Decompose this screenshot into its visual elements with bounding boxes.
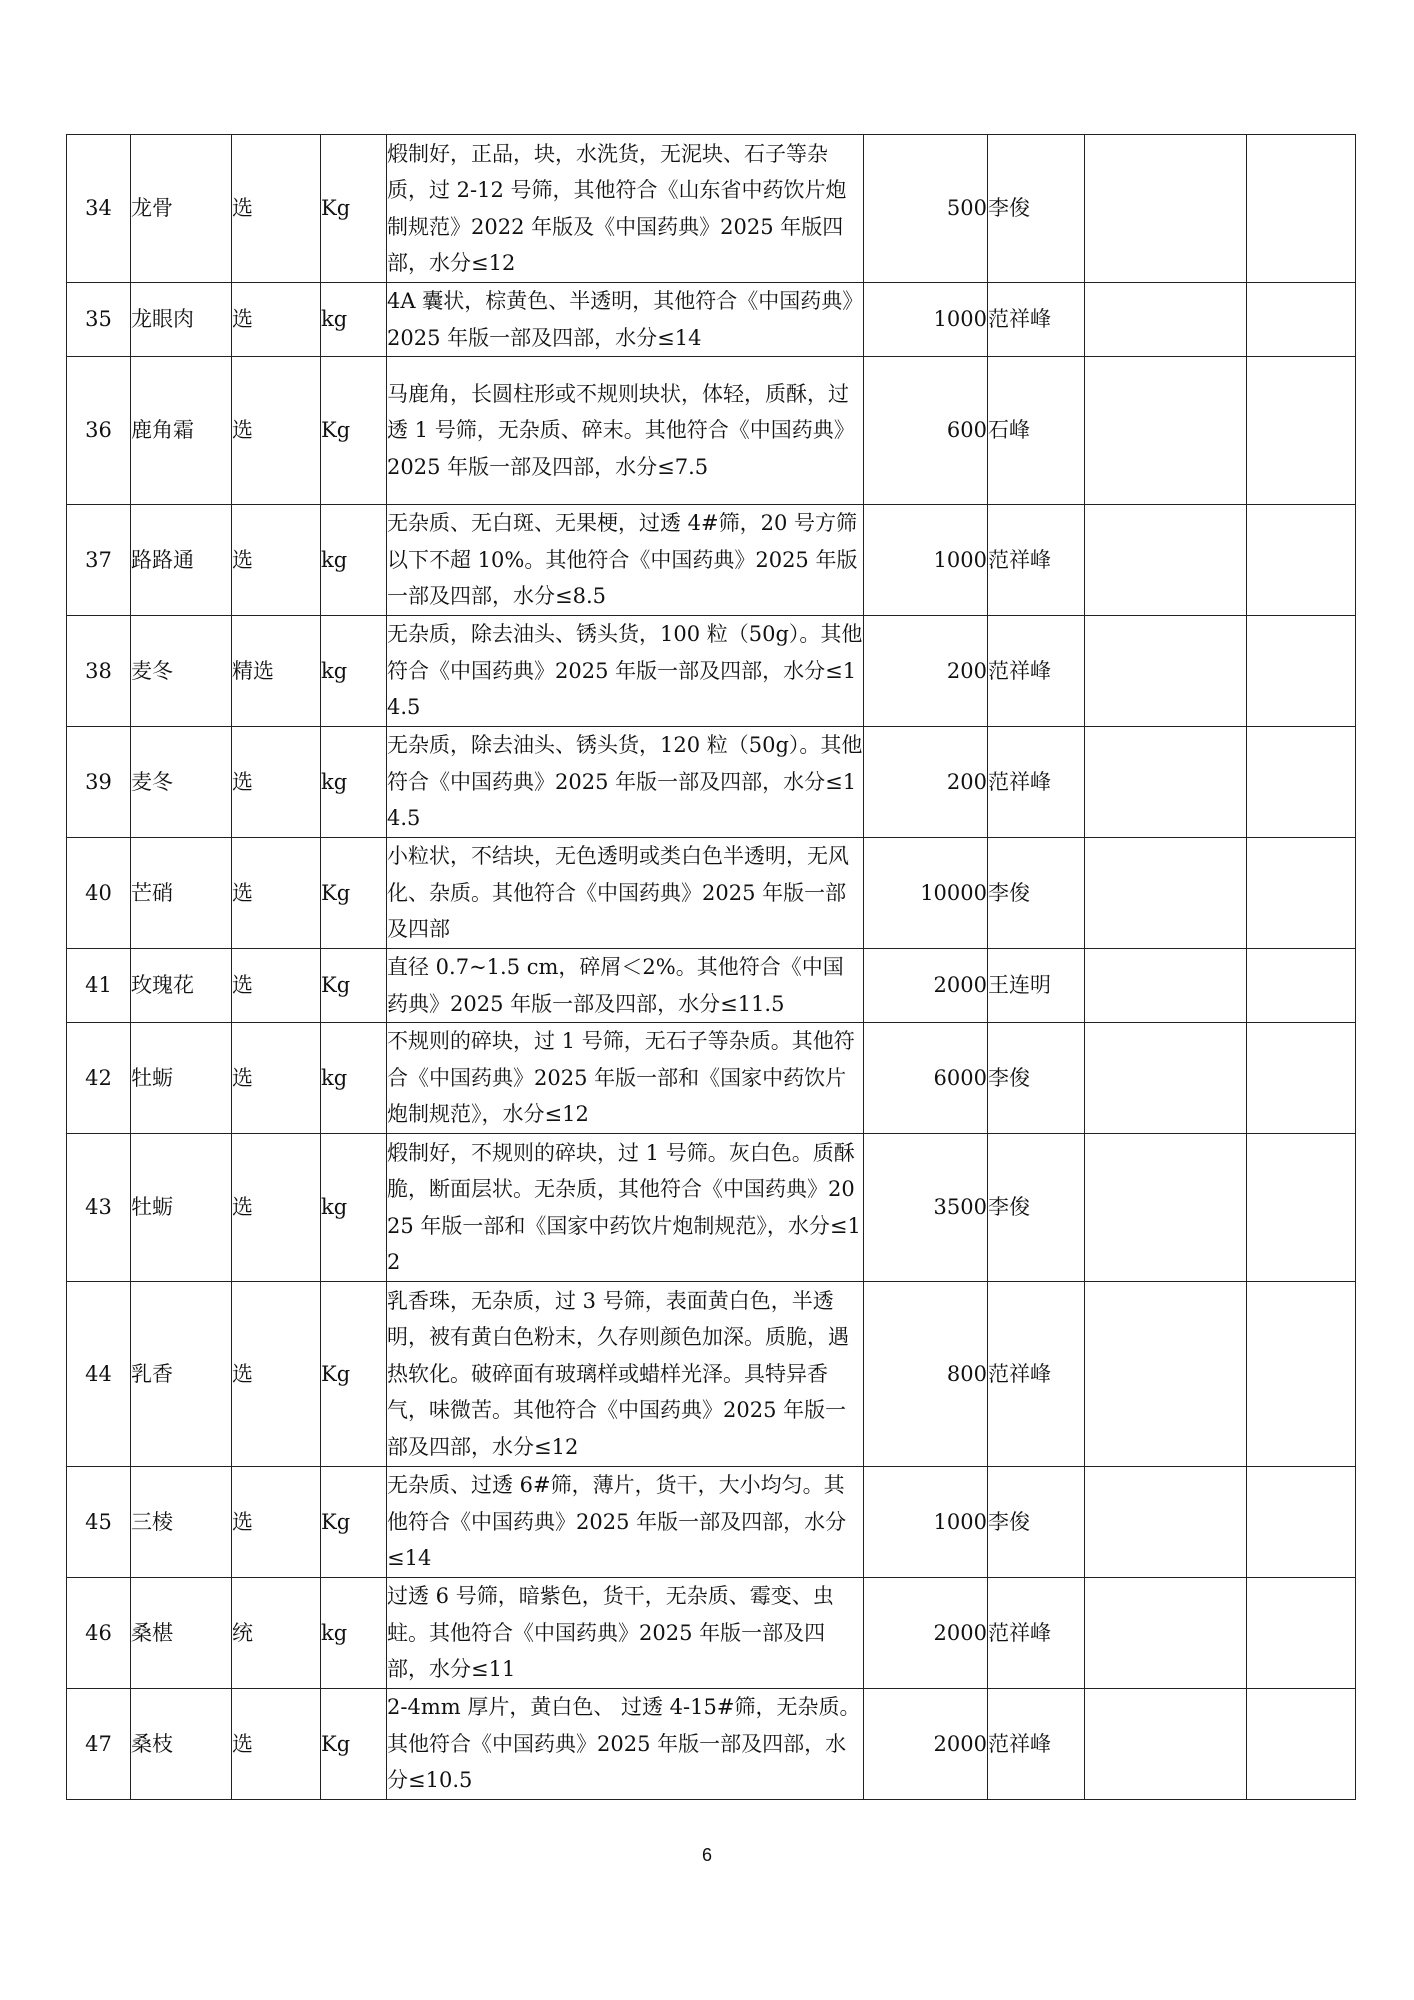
table-row [67,1023,1356,1134]
cell-blank-1 [1085,283,1247,357]
cell-grade: 选 [232,949,321,1023]
cell-specification: 不规则的碎块，过 1 号筛，无石子等杂质。其他符合《中国药典》2025 年版一部和《国家中药饮片炮制规范》，水分≤12 [387,1023,864,1134]
cell-contact-person: 范祥峰 [988,505,1085,616]
cell-unit: kg [321,1023,387,1134]
cell-product-name: 龙骨 [131,135,232,283]
cell-specification: 无杂质，除去油头、锈头货，120 粒（50g）。其他符合《中国药典》2025 年版一部及四部，水分≤14.5 [387,727,864,838]
cell-item-number: 46 [67,1578,131,1689]
cell-blank-2 [1247,1023,1356,1134]
cell-grade: 选 [232,1023,321,1134]
cell-blank-2 [1247,283,1356,357]
cell-contact-person: 范祥峰 [988,1689,1085,1800]
cell-grade: 选 [232,357,321,505]
cell-quantity: 2000 [864,1689,988,1800]
cell-quantity: 200 [864,616,988,727]
table-row [67,727,1356,838]
cell-grade: 选 [232,135,321,283]
page-number: 6 [701,1845,712,1865]
cell-blank-2 [1247,727,1356,838]
cell-contact-person: 范祥峰 [988,1578,1085,1689]
cell-specification: 马鹿角，长圆柱形或不规则块状，体轻，质酥，过透 1 号筛，无杂质、碎末。其他符合《中国药典》2025 年版一部及四部，水分≤7.5 [387,357,864,505]
cell-product-name: 龙眼肉 [131,283,232,357]
cell-item-number: 43 [67,1134,131,1282]
cell-quantity: 2000 [864,1578,988,1689]
cell-grade: 选 [232,1689,321,1800]
cell-blank-2 [1247,1467,1356,1578]
cell-specification: 煅制好，不规则的碎块，过 1 号筛。灰白色。质酥脆，断面层状。无杂质，其他符合《中国药典》2025 年版一部和《国家中药饮片炮制规范》，水分≤12 [387,1134,864,1282]
cell-product-name: 芒硝 [131,838,232,949]
cell-blank-1 [1085,135,1247,283]
cell-blank-2 [1247,1689,1356,1800]
cell-grade: 选 [232,1282,321,1467]
spec-table-body [67,135,1356,1800]
cell-blank-1 [1085,1467,1247,1578]
cell-blank-2 [1247,1134,1356,1282]
cell-unit: Kg [321,1689,387,1800]
cell-grade: 精选 [232,616,321,727]
cell-specification: 煅制好，正品，块，水洗货，无泥块、石子等杂质，过 2-12 号筛，其他符合《山东省中药饮片炮制规范》2022 年版及《中国药典》2025 年版四部，水分≤12 [387,135,864,283]
cell-item-number: 42 [67,1023,131,1134]
cell-unit: Kg [321,357,387,505]
cell-blank-1 [1085,727,1247,838]
cell-product-name: 牡蛎 [131,1023,232,1134]
table-row [67,949,1356,1023]
cell-quantity: 800 [864,1282,988,1467]
cell-product-name: 三棱 [131,1467,232,1578]
cell-quantity: 6000 [864,1023,988,1134]
cell-blank-1 [1085,505,1247,616]
cell-unit: kg [321,283,387,357]
cell-quantity: 1000 [864,283,988,357]
cell-unit: kg [321,616,387,727]
cell-quantity: 10000 [864,838,988,949]
cell-blank-1 [1085,838,1247,949]
cell-product-name: 麦冬 [131,616,232,727]
cell-quantity: 200 [864,727,988,838]
cell-product-name: 桑椹 [131,1578,232,1689]
cell-blank-2 [1247,357,1356,505]
cell-item-number: 39 [67,727,131,838]
cell-item-number: 34 [67,135,131,283]
cell-contact-person: 范祥峰 [988,1282,1085,1467]
table-row [67,838,1356,949]
cell-item-number: 36 [67,357,131,505]
cell-contact-person: 范祥峰 [988,727,1085,838]
table-row [67,1578,1356,1689]
cell-blank-2 [1247,1282,1356,1467]
table-row [67,1134,1356,1282]
table-row [67,505,1356,616]
cell-product-name: 玫瑰花 [131,949,232,1023]
cell-quantity: 500 [864,135,988,283]
spec-table [66,134,1356,1800]
cell-specification: 过透 6 号筛，暗紫色，货干，无杂质、霉变、虫蛀。其他符合《中国药典》2025 年版一部及四部，水分≤11 [387,1578,864,1689]
cell-blank-1 [1085,1578,1247,1689]
cell-grade: 选 [232,505,321,616]
cell-unit: Kg [321,838,387,949]
table-row [67,616,1356,727]
cell-item-number: 41 [67,949,131,1023]
table-row [67,1689,1356,1800]
cell-item-number: 45 [67,1467,131,1578]
cell-blank-1 [1085,1134,1247,1282]
cell-item-number: 44 [67,1282,131,1467]
cell-unit: Kg [321,1282,387,1467]
cell-quantity: 3500 [864,1134,988,1282]
cell-contact-person: 李俊 [988,1467,1085,1578]
cell-unit: Kg [321,1467,387,1578]
cell-blank-1 [1085,1689,1247,1800]
cell-unit: kg [321,1578,387,1689]
cell-product-name: 牡蛎 [131,1134,232,1282]
cell-product-name: 乳香 [131,1282,232,1467]
cell-grade: 选 [232,1134,321,1282]
cell-item-number: 37 [67,505,131,616]
cell-unit: Kg [321,135,387,283]
cell-contact-person: 王连明 [988,949,1085,1023]
cell-quantity: 1000 [864,1467,988,1578]
cell-grade: 选 [232,283,321,357]
cell-blank-2 [1247,616,1356,727]
table-row [67,357,1356,505]
table-row [67,283,1356,357]
cell-blank-1 [1085,357,1247,505]
cell-contact-person: 李俊 [988,1023,1085,1134]
cell-specification: 无杂质、过透 6#筛，薄片，货干，大小均匀。其他符合《中国药典》2025 年版一部及四部，水分≤14 [387,1467,864,1578]
cell-quantity: 2000 [864,949,988,1023]
cell-grade: 选 [232,1467,321,1578]
cell-blank-2 [1247,135,1356,283]
cell-contact-person: 李俊 [988,838,1085,949]
cell-blank-1 [1085,616,1247,727]
cell-blank-1 [1085,1282,1247,1467]
cell-unit: kg [321,505,387,616]
cell-item-number: 35 [67,283,131,357]
cell-quantity: 600 [864,357,988,505]
cell-specification: 直径 0.7~1.5 cm，碎屑＜2%。其他符合《中国药典》2025 年版一部及四部，水分≤11.5 [387,949,864,1023]
cell-specification: 4A 囊状，棕黄色、半透明，其他符合《中国药典》2025 年版一部及四部，水分≤14 [387,283,864,357]
cell-product-name: 鹿角霜 [131,357,232,505]
cell-quantity: 1000 [864,505,988,616]
cell-contact-person: 范祥峰 [988,283,1085,357]
cell-product-name: 麦冬 [131,727,232,838]
cell-product-name: 桑枝 [131,1689,232,1800]
cell-grade: 统 [232,1578,321,1689]
cell-specification: 2-4mm 厚片，黄白色、 过透 4-15#筛，无杂质。其他符合《中国药典》2025 年版一部及四部，水分≤10.5 [387,1689,864,1800]
cell-blank-2 [1247,949,1356,1023]
cell-specification: 小粒状，不结块，无色透明或类白色半透明，无风化、杂质。其他符合《中国药典》2025 年版一部及四部 [387,838,864,949]
cell-unit: kg [321,1134,387,1282]
cell-contact-person: 范祥峰 [988,616,1085,727]
cell-unit: Kg [321,949,387,1023]
cell-item-number: 38 [67,616,131,727]
cell-grade: 选 [232,838,321,949]
cell-specification: 无杂质、无白斑、无果梗，过透 4#筛，20 号方筛以下不超 10%。其他符合《中国药典》2025 年版一部及四部，水分≤8.5 [387,505,864,616]
cell-grade: 选 [232,727,321,838]
cell-contact-person: 石峰 [988,357,1085,505]
cell-item-number: 47 [67,1689,131,1800]
cell-unit: kg [321,727,387,838]
cell-specification: 乳香珠，无杂质，过 3 号筛，表面黄白色，半透明，被有黄白色粉末，久存则颜色加深。质脆，遇热软化。破碎面有玻璃样或蜡样光泽。具特异香气，味微苦。其他符合《中国药典》2025 年版一部及四部，水分≤12 [387,1282,864,1467]
cell-blank-1 [1085,1023,1247,1134]
cell-specification: 无杂质，除去油头、锈头货，100 粒（50g）。其他符合《中国药典》2025 年版一部及四部，水分≤14.5 [387,616,864,727]
cell-contact-person: 李俊 [988,1134,1085,1282]
cell-product-name: 路路通 [131,505,232,616]
cell-item-number: 40 [67,838,131,949]
cell-contact-person: 李俊 [988,135,1085,283]
cell-blank-2 [1247,1578,1356,1689]
cell-blank-1 [1085,949,1247,1023]
cell-blank-2 [1247,505,1356,616]
cell-blank-2 [1247,838,1356,949]
table-row [67,1282,1356,1467]
table-row [67,1467,1356,1578]
table-row [67,135,1356,283]
